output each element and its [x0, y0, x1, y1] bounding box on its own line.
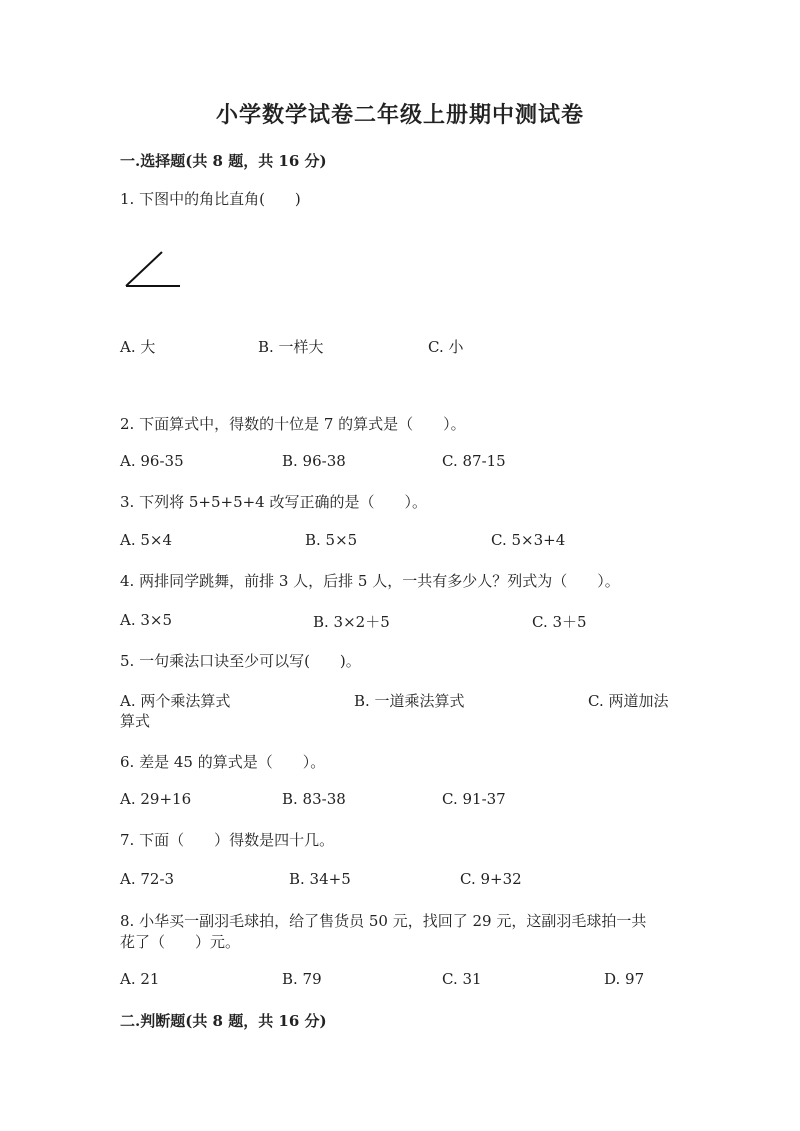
question-8-option-d: D. 97: [604, 970, 645, 988]
section-heading-multiple-choice: 一.选择题(共 8 题，共 16 分): [120, 152, 327, 170]
question-2-option-c: C. 87-15: [442, 452, 506, 470]
question-4-option-b: B. 3×2＋5: [313, 613, 390, 631]
question-5-option-a: A. 两个乘法算式: [120, 692, 231, 710]
question-7-option-a: A. 72-3: [120, 870, 175, 888]
question-4-option-c: C. 3＋5: [532, 613, 587, 631]
question-7: 7. 下面（ ）得数是四十几。: [120, 831, 335, 849]
question-3-option-a: A. 5×4: [120, 531, 173, 549]
question-4-option-a: A. 3×5: [120, 611, 173, 629]
question-6-option-b: B. 83-38: [282, 790, 346, 808]
page-title: 小学数学试卷二年级上册期中测试卷: [215, 102, 584, 128]
question-5: 5. 一句乘法口诀至少可以写( )。: [120, 652, 361, 670]
question-3-option-b: B. 5×5: [305, 531, 358, 549]
question-1-option-b: B. 一样大: [258, 338, 324, 356]
question-3-option-c: C. 5×3+4: [491, 531, 566, 549]
question-1-option-a: A. 大: [120, 338, 156, 356]
question-8-continued: 花了（ ）元。: [120, 933, 241, 951]
question-6: 6. 差是 45 的算式是（ ）。: [120, 753, 326, 771]
question-5-option-b: B. 一道乘法算式: [354, 692, 465, 710]
question-1-option-c: C. 小: [428, 338, 464, 356]
question-6-option-a: A. 29+16: [120, 790, 192, 808]
angle-diagram: [118, 248, 188, 293]
question-2-option-a: A. 96-35: [120, 452, 184, 470]
question-1: 1. 下图中的角比直角( ): [120, 190, 301, 208]
question-5-option-c-continued: 算式: [120, 712, 151, 730]
question-3: 3. 下列将 5+5+5+4 改写正确的是（ ）。: [120, 493, 427, 511]
section-heading-true-false: 二.判断题(共 8 题，共 16 分): [120, 1012, 327, 1030]
question-7-option-c: C. 9+32: [460, 870, 522, 888]
question-2-option-b: B. 96-38: [282, 452, 346, 470]
question-8-option-b: B. 79: [282, 970, 322, 988]
question-5-option-c: C. 两道加法: [588, 692, 669, 710]
question-8-option-c: C. 31: [442, 970, 482, 988]
question-7-option-b: B. 34+5: [289, 870, 351, 888]
question-8-option-a: A. 21: [120, 970, 160, 988]
question-2: 2. 下面算式中，得数的十位是 7 的算式是（ ）。: [120, 415, 466, 433]
question-6-option-c: C. 91-37: [442, 790, 506, 808]
question-8: 8. 小华买一副羽毛球拍，给了售货员 50 元，找回了 29 元，这副羽毛球拍一共: [120, 912, 647, 930]
question-4: 4. 两排同学跳舞，前排 3 人，后排 5 人，一共有多少人？列式为（ ）。: [120, 572, 620, 590]
